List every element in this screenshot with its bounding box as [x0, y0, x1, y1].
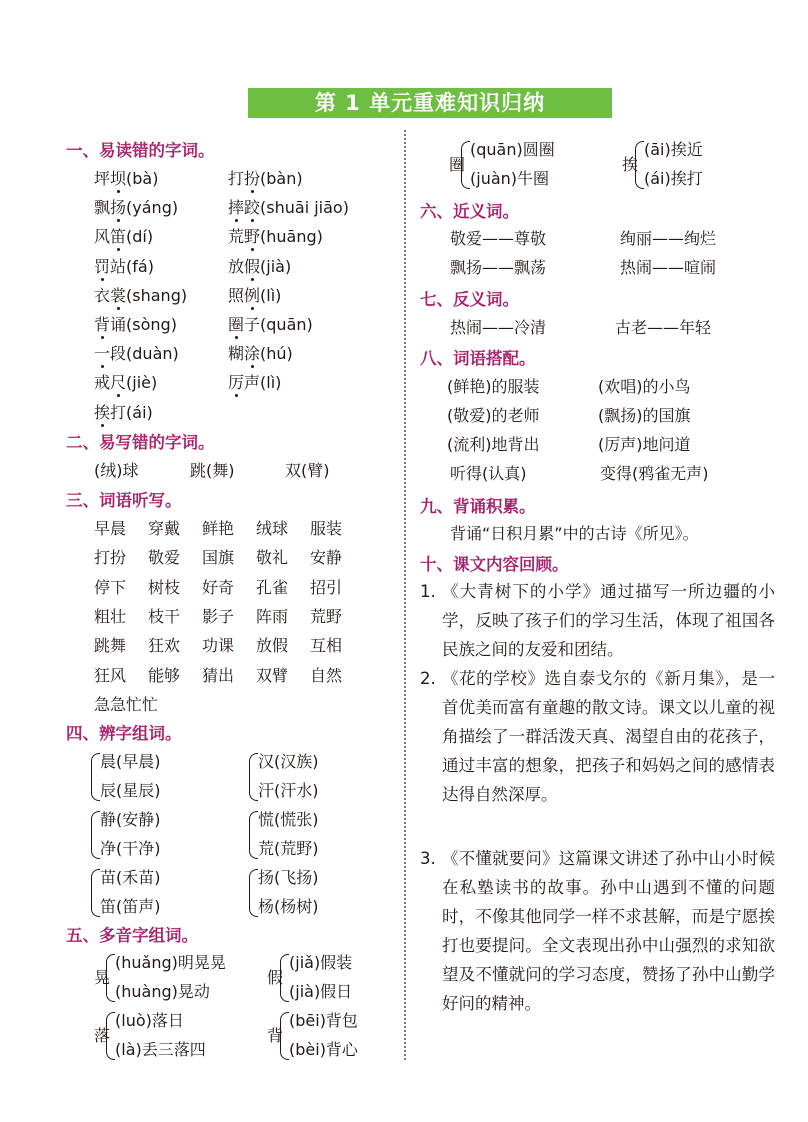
word-entry — [228, 195, 349, 218]
word-char: 糊 — [228, 344, 245, 364]
section-10-heading: 十、课文内容回顾。 — [420, 555, 569, 574]
dictation-word: 互相 — [310, 636, 343, 656]
word-char: 荒 — [228, 227, 245, 247]
pinyin: (bà) — [126, 169, 159, 188]
word-char: 飘 — [94, 198, 111, 218]
review-item-3 — [420, 844, 775, 1018]
dictation-word: 功课 — [202, 636, 235, 656]
word-char: 扮 — [244, 169, 261, 188]
word-char: 坪 — [94, 169, 111, 188]
list-item: (流利)地背出 — [447, 435, 540, 454]
poly-char: 晃 — [94, 968, 111, 987]
list-item: (敬爱)的老师 — [447, 406, 540, 425]
poly-char: 落 — [94, 1026, 111, 1045]
item-number: 3. — [420, 849, 436, 868]
word-char: 罚 — [94, 256, 111, 276]
poly-line: (jiǎ)假装 — [289, 953, 353, 972]
group-line: 辰(星辰) — [100, 781, 161, 800]
list-item: 跳(舞) — [190, 461, 235, 480]
group-line: 静(安静) — [100, 810, 161, 829]
list-item: 变得(鸦雀无声) — [600, 464, 709, 483]
dictation-word: 猜出 — [202, 665, 235, 685]
poly-line: (huàng)晃动 — [115, 982, 210, 1001]
poly-line: (luò)落日 — [115, 1011, 184, 1030]
section-4-heading: 四、辨字组词。 — [66, 724, 182, 743]
brace-icon — [106, 1012, 115, 1060]
pinyin: (yáng) — [126, 198, 179, 218]
word-char: 打 — [110, 402, 127, 422]
pinyin: (shang) — [126, 285, 188, 305]
word-char: 风 — [94, 227, 111, 247]
brace-icon — [106, 954, 115, 1002]
poly-line: (bèi)背心 — [289, 1040, 358, 1059]
poly-char: 圈 — [449, 155, 466, 174]
word-entry — [228, 312, 313, 335]
dictation-word: 鲜艳 — [202, 519, 235, 538]
list-item: (鲜艳)的服装 — [447, 377, 540, 396]
word-char: 尺 — [110, 373, 127, 393]
word-entry — [94, 224, 153, 247]
word-char: 子 — [244, 315, 261, 334]
word-char: 诵 — [110, 315, 127, 334]
poly-line: (āi)挨近 — [644, 140, 703, 159]
item-text: 《不懂就要问》这篇课文讲述了孙中山小时候在私塾读书的故事。孙中山遇到不懂的问题时，不像其他同学一样不求甚解，而是宁愿挨打也要提问。全文表现出孙中山强烈的求知欲望及不懂就问的学习态度，赞扬了孙中山勤学好问的精神。 — [442, 849, 775, 1013]
list-item: (绒)球 — [94, 461, 139, 480]
pinyin: (shuāi jiāo) — [260, 198, 349, 218]
poly-line: (là)丢三落四 — [115, 1040, 206, 1059]
dictation-word: 树枝 — [148, 577, 181, 597]
list-item: 敬爱——尊敬 — [450, 229, 547, 248]
list-item: (厉声)地问道 — [598, 435, 691, 454]
section-9-heading: 九、背诵积累。 — [420, 497, 536, 516]
poly-line: (jià)假日 — [289, 982, 353, 1001]
word-char: 放 — [228, 256, 245, 276]
word-char: 坝 — [110, 169, 127, 188]
word-entry — [94, 283, 187, 306]
section-1-heading: 一、易读错的字词。 — [66, 141, 215, 160]
brace-icon — [461, 141, 470, 189]
dictation-word: 服装 — [310, 519, 343, 538]
group-line: 汉(汉族) — [258, 752, 319, 771]
dictation-word: 枝干 — [148, 606, 181, 626]
section-6-heading: 六、近义词。 — [420, 202, 519, 221]
group-line: 扬(飞扬) — [258, 868, 319, 887]
recite-text: 背诵“日积月累”中的古诗《所见》。 — [450, 524, 699, 543]
list-item: (飘扬)的国旗 — [598, 406, 691, 425]
dictation-word: 打扮 — [94, 548, 127, 568]
dictation-word: 国旗 — [202, 548, 235, 568]
list-item: 古老——年轻 — [615, 318, 712, 337]
brace-icon — [249, 869, 258, 917]
brace-icon — [635, 141, 644, 189]
pinyin: (quān) — [260, 315, 313, 334]
word-entry — [228, 166, 303, 189]
dictation-word: 放假 — [256, 636, 289, 656]
word-entry — [228, 283, 281, 306]
word-char: 摔 — [228, 198, 245, 218]
list-item: 热闹——喧闹 — [620, 258, 717, 277]
dictation-word: 敬爱 — [148, 548, 181, 568]
review-item-1 — [420, 577, 775, 664]
poly-line: (huǎng)明晃晃 — [115, 953, 226, 972]
poly-line: (ái)挨打 — [644, 169, 703, 188]
dictation-word: 能够 — [148, 665, 181, 685]
word-char: 一 — [94, 344, 111, 364]
brace-icon — [91, 811, 100, 859]
pinyin: (jià) — [260, 256, 292, 276]
brace-icon — [280, 954, 289, 1002]
pinyin: (lì) — [260, 373, 282, 393]
pinyin: (ái) — [126, 402, 153, 422]
pinyin: (lì) — [260, 285, 282, 305]
pinyin: (hú) — [260, 344, 293, 364]
word-char: 厉 — [228, 373, 245, 393]
word-char: 例 — [244, 285, 261, 305]
section-7-heading: 七、反义词。 — [420, 290, 519, 309]
word-char: 裳 — [110, 285, 127, 305]
poly-line: (bēi)背包 — [289, 1011, 358, 1030]
dictation-word: 早晨 — [94, 519, 127, 538]
brace-icon — [91, 753, 100, 801]
dictation-word: 孔雀 — [256, 577, 289, 597]
dictation-word: 狂欢 — [148, 636, 181, 656]
word-entry — [94, 341, 179, 364]
dictation-word: 粗壮 — [94, 606, 127, 626]
dictation-word: 自然 — [310, 665, 343, 685]
poly-char: 挨 — [622, 155, 639, 174]
word-char: 打 — [228, 169, 245, 188]
word-entry — [94, 166, 158, 189]
list-item: 绚丽——绚烂 — [620, 229, 717, 248]
dictation-word: 安静 — [310, 548, 343, 568]
word-char: 涂 — [244, 344, 261, 364]
dictation-word: 跳舞 — [94, 636, 127, 656]
group-line: 汗(汗水) — [258, 781, 319, 800]
pinyin: (dí) — [126, 227, 154, 247]
section-3-heading: 三、词语听写。 — [66, 491, 182, 510]
list-item: 热闹——冷清 — [450, 318, 547, 337]
review-item-2 — [420, 664, 775, 809]
pinyin: (bàn) — [260, 169, 303, 188]
dictation-word: 好奇 — [202, 577, 235, 597]
dictation-word: 狂风 — [94, 665, 127, 685]
word-char: 笛 — [110, 227, 127, 247]
word-entry — [94, 254, 154, 277]
word-char: 跤 — [244, 198, 261, 218]
poly-line: (quān)圆圈 — [470, 140, 555, 159]
word-char: 段 — [110, 344, 127, 364]
brace-icon — [249, 811, 258, 859]
item-number: 2. — [420, 669, 436, 688]
pinyin: (huāng) — [260, 227, 323, 247]
page-title: 第 1 单元重难知识归纳 — [314, 91, 546, 115]
group-line: 杨(杨树) — [258, 897, 319, 916]
list-item: 飘扬——飘荡 — [450, 258, 547, 277]
item-text: 《花的学校》选自泰戈尔的《新月集》，是一首优美而富有童趣的散文诗。课文以儿童的视角描绘了一群活泼天真、渴望自由的花孩子，通过丰富的想象，把孩子和妈妈之间的感情表达得自然深厚。 — [442, 669, 775, 804]
dictation-word: 敬礼 — [256, 548, 289, 568]
dictation-word: 荒野 — [310, 606, 343, 626]
poly-line: (juàn)牛圈 — [470, 169, 550, 188]
pinyin: (jiè) — [126, 373, 158, 393]
word-entry — [228, 341, 293, 364]
word-char: 野 — [244, 227, 261, 247]
list-item: (欢唱)的小鸟 — [598, 377, 691, 396]
section-8-heading: 八、词语搭配。 — [420, 349, 536, 368]
word-entry — [94, 400, 153, 423]
word-entry — [94, 370, 157, 393]
group-line: 苗(禾苗) — [100, 868, 161, 887]
word-char: 假 — [244, 256, 261, 276]
section-5-heading: 五、多音字组词。 — [66, 926, 198, 945]
poly-char: 假 — [267, 968, 284, 987]
pinyin: (duàn) — [126, 344, 179, 364]
word-char: 挨 — [94, 402, 111, 422]
word-entry — [228, 254, 291, 277]
item-text: 《大青树下的小学》通过描写一所边疆的小学，反映了孩子们的学习生活，体现了祖国各民族之间的友爱和团结。 — [442, 582, 775, 659]
word-char: 照 — [228, 285, 245, 305]
title-banner — [248, 88, 612, 118]
word-char: 扬 — [110, 198, 127, 218]
brace-icon — [91, 869, 100, 917]
dictation-word: 急急忙忙 — [94, 694, 159, 714]
list-item: 双(臂) — [285, 461, 330, 480]
column-divider — [404, 130, 406, 1060]
list-item: 听得(认真) — [450, 464, 527, 483]
poly-char: 背 — [267, 1026, 284, 1045]
dictation-word: 阵雨 — [256, 606, 289, 626]
section-2-heading: 二、易写错的字词。 — [66, 433, 215, 452]
group-line: 荒(荒野) — [258, 839, 319, 858]
dictation-word: 停下 — [94, 577, 127, 597]
word-char: 戒 — [94, 373, 111, 393]
pinyin: (sòng) — [126, 315, 177, 334]
brace-icon — [249, 753, 258, 801]
word-entry — [228, 224, 323, 247]
item-number: 1. — [420, 582, 436, 601]
word-entry — [94, 312, 177, 335]
group-line: 净(干净) — [100, 839, 161, 858]
dictation-word: 绒球 — [256, 519, 289, 538]
dictation-word: 双臂 — [256, 665, 289, 685]
dictation-word: 穿戴 — [148, 519, 181, 538]
word-char: 背 — [94, 315, 111, 334]
dictation-word: 招引 — [310, 577, 343, 597]
brace-icon — [280, 1012, 289, 1060]
group-line: 慌(慌张) — [258, 810, 319, 829]
group-line: 晨(早晨) — [100, 752, 161, 771]
word-char: 声 — [244, 373, 261, 393]
pinyin: (fá) — [126, 256, 154, 276]
word-char: 衣 — [94, 285, 111, 305]
dictation-word: 影子 — [202, 606, 235, 626]
word-char: 站 — [110, 256, 127, 276]
word-entry — [228, 370, 281, 393]
word-char: 圈 — [228, 315, 245, 334]
word-entry — [94, 195, 178, 218]
group-line: 笛(笛声) — [100, 897, 161, 916]
